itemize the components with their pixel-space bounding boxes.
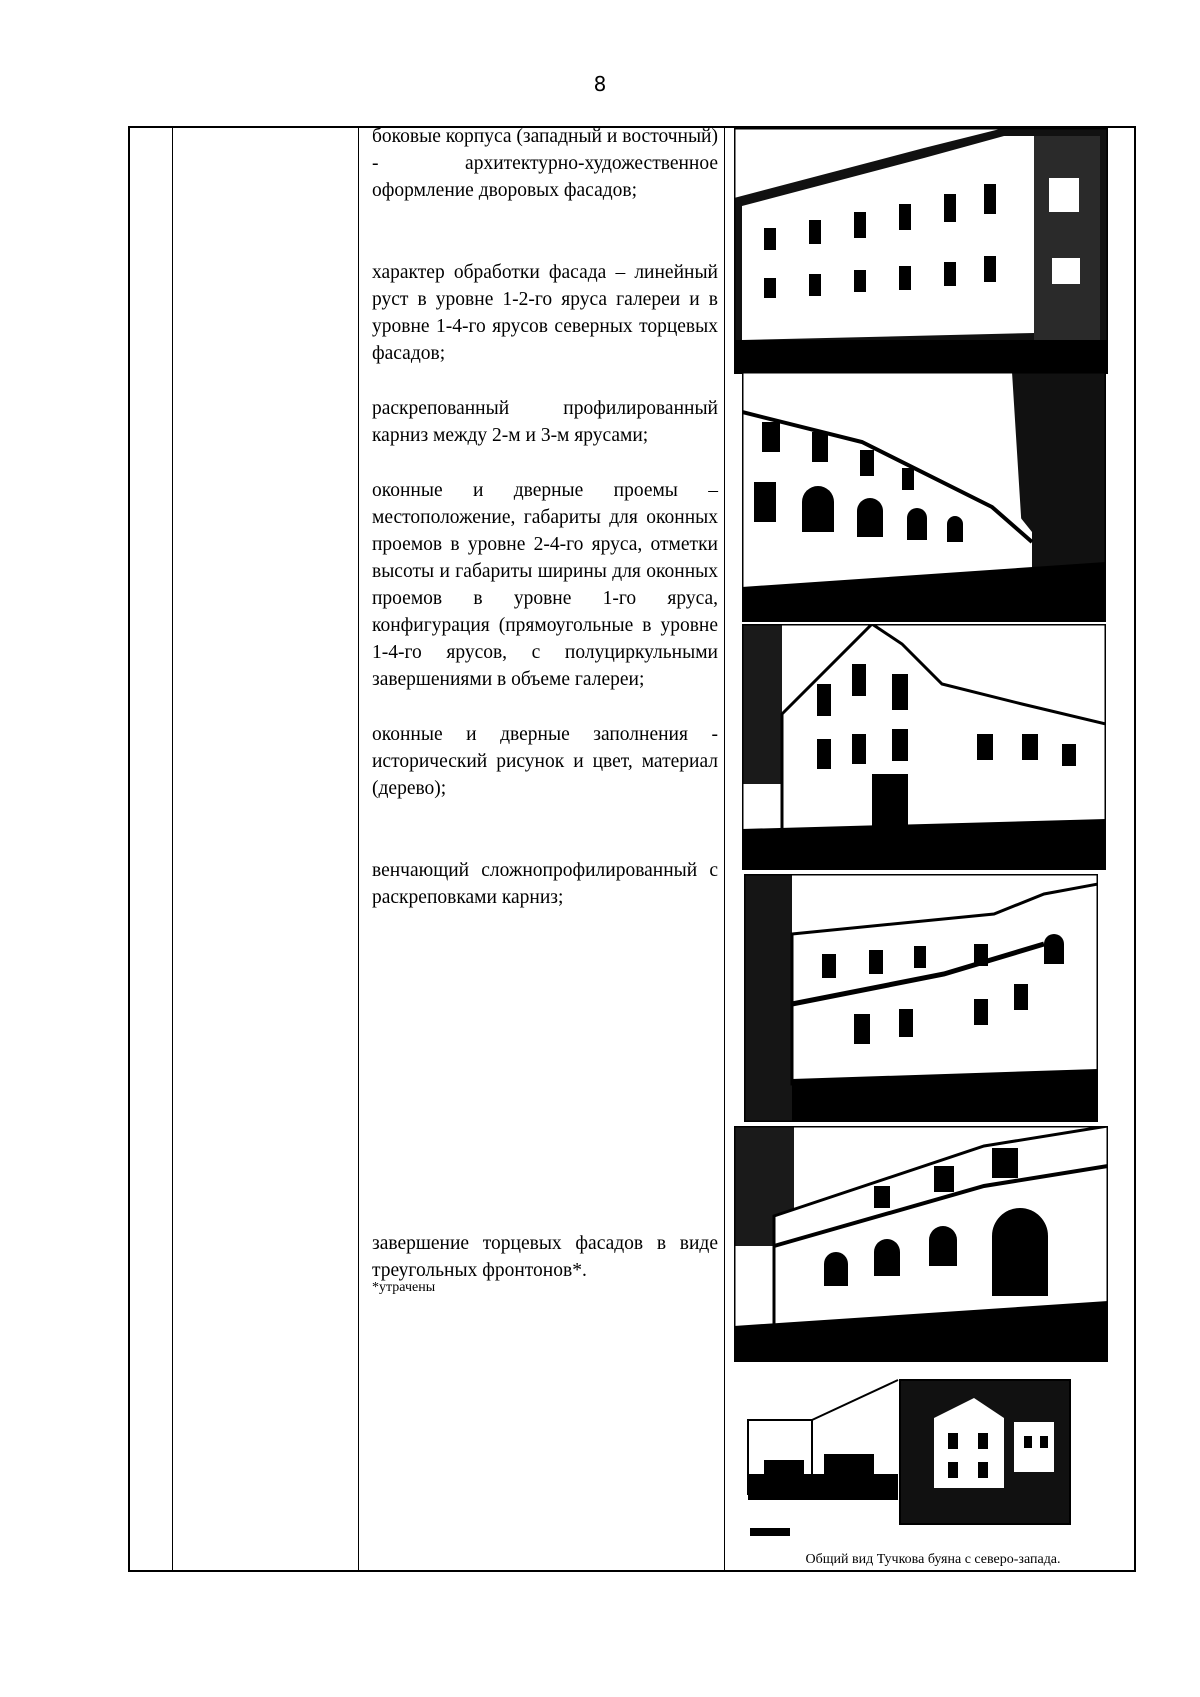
facade-photo-4: [744, 874, 1098, 1122]
column-divider: [172, 128, 173, 1570]
paragraph-fillings: оконные и дверные заполнения - исторический рисунок и цвет, материал (дерево);: [372, 724, 718, 799]
description-cell: [360, 128, 784, 1570]
facade-photo-1: [734, 128, 1108, 374]
page-number: 8: [593, 72, 607, 96]
heritage-table: [128, 126, 1136, 1572]
footnote-lost: *утрачены: [372, 1280, 436, 1295]
paragraph-crowning-cornice: венчающий сложнопрофилированный с раскреповками карниз;: [372, 860, 718, 908]
paragraph-openings: оконные и дверные проемы – местоположение, габариты для оконных проемов в уровне 2-4-го яруса, отметки высоты и габариты ширины для оконных проемов в уровне 1-го яруса, конфигурация (прямоугольные в уровне 1-4-го ярусов, с полуциркульными завершениями в объеме галереи;: [372, 480, 718, 690]
general-view-photo: [734, 1378, 1114, 1554]
paragraph-cornice-between-tiers: раскрепованный профилированный карниз между 2-м и 3-м ярусами;: [372, 398, 718, 446]
facade-photo-5: [734, 1126, 1108, 1362]
paragraph-pediments: завершение торцевых фасадов в виде треугольных фронтонов*.: [372, 1233, 718, 1281]
facade-photo-2: [742, 372, 1106, 622]
paragraph-side-buildings: боковые корпуса (западный и восточный) - архитектурно-художественное оформление дворовых фасадов;: [372, 126, 718, 201]
column-divider: [358, 128, 359, 1570]
photo-caption: Общий вид Тучкова буяна с северо-запада.: [805, 1552, 1061, 1567]
facade-photo-3: [742, 624, 1106, 870]
paragraph-facade-treatment: характер обработки фасада – линейный руст в уровне 1-2-го яруса галереи и в уровне 1-4-го ярусов северных торцевых фасадов;: [372, 262, 718, 364]
